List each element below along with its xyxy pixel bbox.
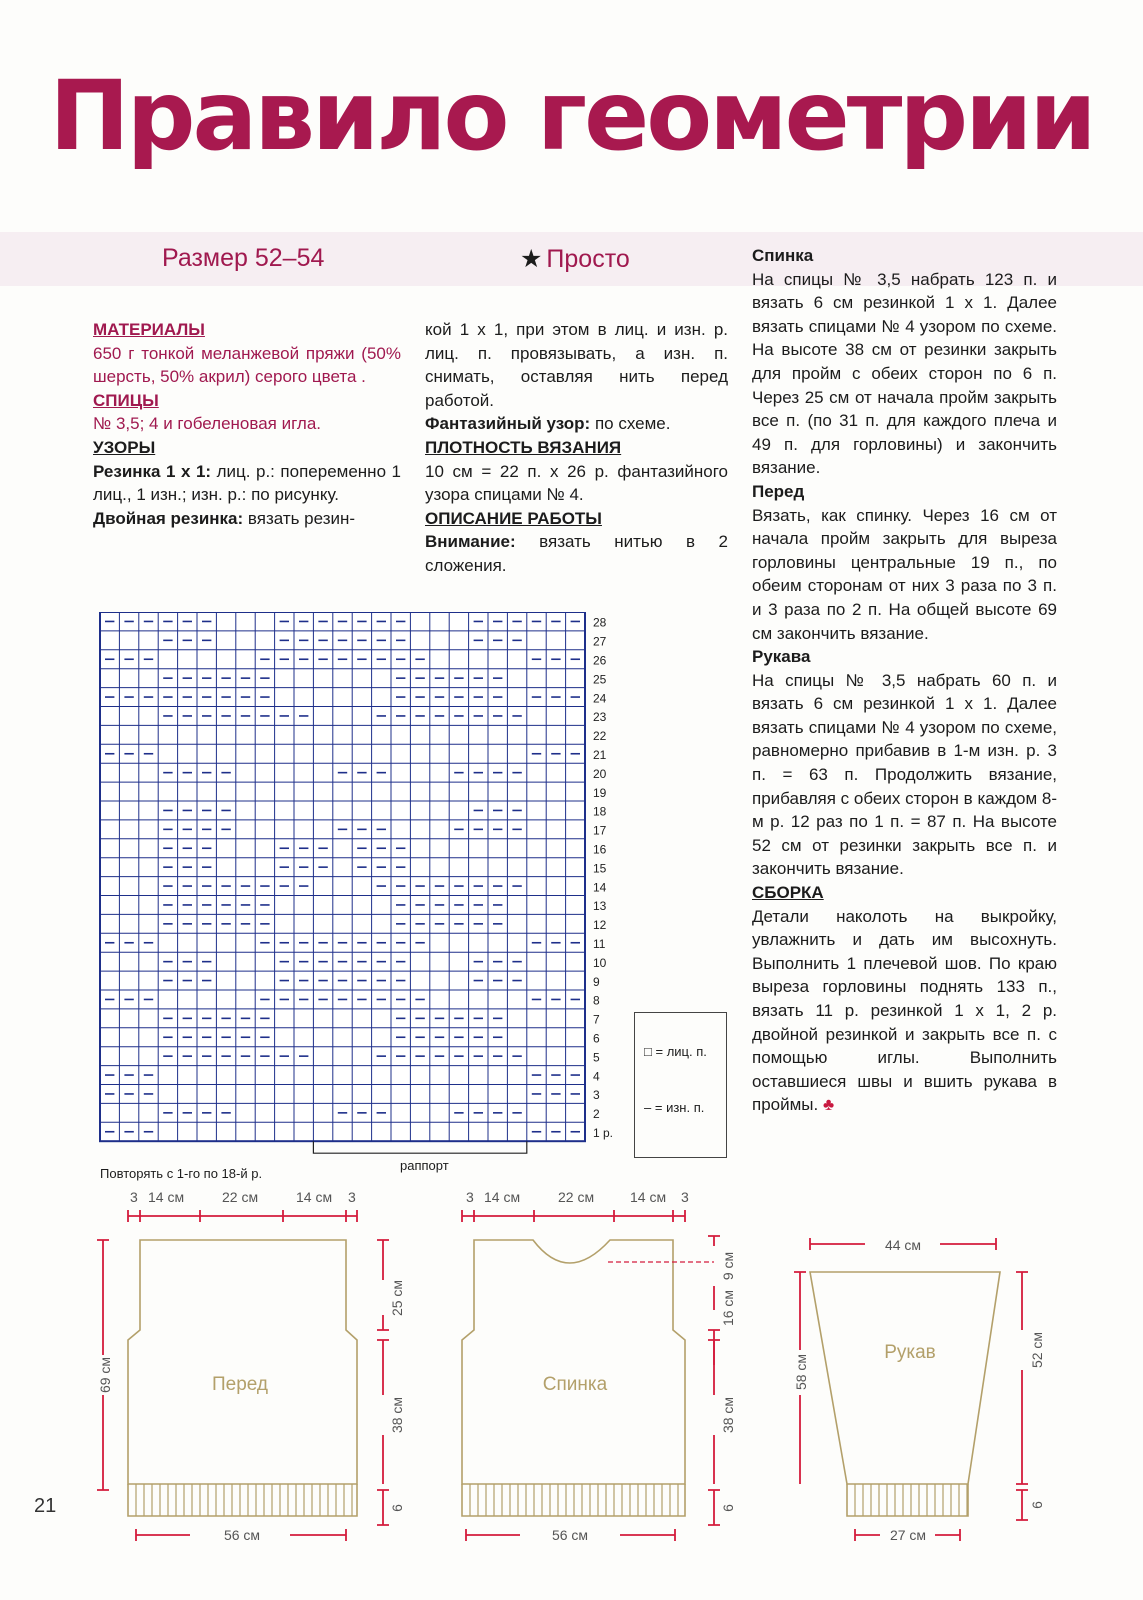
back-rib-label: 6 [720, 1504, 736, 1512]
front-label: Перед [211, 1374, 269, 1395]
back-label: Спинка [542, 1374, 608, 1395]
chart-legend [634, 1012, 727, 1158]
star-icon: ★ [520, 245, 543, 273]
legend-purl [644, 1100, 704, 1115]
patterns-heading: УЗОРЫ [93, 437, 156, 457]
back-neck-label: 9 см [720, 1251, 736, 1281]
double-rib-text: вязать резин- [243, 508, 356, 528]
fancy-pattern-label: Фантазийный узор: [425, 414, 591, 434]
sleeves-text: На спицы № 3,5 набрать 60 п. и вязать 6 см резинкой 1 х 1. Далее вязать спицами № 4 узором по схеме, равномерно прибавив в 1-м изн. р. 3 п. = 63 п. Продолжить вязание, прибавляя с обеих сторон в каждом 8-м р. 12 раз по 1 п. = 87 п. На высоте 52 см от резинки закрыть все п. и закончить вязание. [752, 670, 1057, 879]
double-rib-paragraph [93, 507, 401, 531]
rapport-line [313, 1141, 526, 1153]
sleeves-heading: Рукава [752, 647, 811, 667]
sleeve-left-label: 58 см [793, 1353, 809, 1391]
back-dim-1: 3 [466, 1190, 474, 1205]
sleeve-rib-label: 6 [1029, 1501, 1045, 1509]
fancy-pattern-text: по схеме. [590, 414, 671, 434]
double-rib-continued: кой 1 х 1, при этом в лиц. и изн. р. лиц. п. провязывать, а изн. п. снимать, оставляя нить перед работой. [425, 320, 728, 410]
density-text: 10 см = 22 п. х 26 р. фантазийного узора спицами № 4. [425, 461, 728, 505]
rib-outline [128, 1484, 357, 1516]
row-label: 2 [593, 1107, 600, 1122]
row-label: 15 [593, 861, 607, 876]
column-density [425, 318, 728, 578]
row-label: 4 [593, 1069, 600, 1084]
fancy-pattern-paragraph [425, 412, 728, 436]
row-label: 18 [593, 804, 607, 819]
row-label: 12 [593, 918, 607, 933]
back-dim-5: 3 [681, 1190, 689, 1205]
difficulty-label [520, 244, 630, 274]
row-label: 20 [593, 766, 607, 781]
knit-symbol-icon: □ [644, 1044, 652, 1059]
front-outline [128, 1240, 357, 1484]
row-label: 22 [593, 729, 607, 744]
front-text: Вязать, как спинку. Через 16 см от начала пройм закрыть для выреза горловины центральные 19 п., по обеим сторонам от них 3 раза по 3 п. и 3 раза по 2 п. На общей высоте 69 см закончить вязание. [752, 505, 1057, 643]
row-label: 13 [593, 899, 607, 914]
row-label: 9 [593, 974, 600, 989]
rapport-bracket [313, 1141, 526, 1153]
row-label: 23 [593, 710, 607, 725]
rib-bands [128, 1484, 968, 1516]
front-height-label: 69 см [97, 1356, 113, 1394]
front-dim-2: 14 см [148, 1190, 185, 1205]
row-label: 24 [593, 691, 607, 706]
sleeve-top-label: 44 см [884, 1237, 922, 1253]
row-label: 7 [593, 1012, 600, 1027]
page-title: Правило геометрии [49, 60, 1094, 172]
row-label: 14 [593, 880, 607, 895]
chart-caption: Повторять с 1-го по 18-й р. [100, 1166, 263, 1181]
front-dim-3: 22 см [222, 1190, 259, 1205]
row-label: 1 р. [593, 1126, 614, 1141]
back-width-label: 56 см [551, 1527, 589, 1543]
rib-paragraph [93, 460, 401, 507]
legend-purl-text: = изн. п. [654, 1100, 705, 1115]
row-label: 27 [593, 634, 607, 649]
needles-heading: СПИЦЫ [93, 390, 159, 410]
legend-knit [644, 1044, 707, 1059]
row-label: 19 [593, 785, 607, 800]
back-dim-3: 22 см [558, 1190, 595, 1205]
chart-grid [100, 612, 585, 1141]
rib-text: лиц. р.: попеременно 1 лиц., 1 изн.; изн. р.: по рисунку. [93, 461, 401, 505]
row-label: 3 [593, 1088, 600, 1103]
sleeve-right-label: 52 см [1029, 1331, 1045, 1369]
materials-text: 650 г тонкой меланжевой пряжи (50% шерсть, 50% акрил) серого цвета . [93, 343, 401, 387]
row-label: 26 [593, 653, 607, 668]
front-lower-label: 38 см [389, 1396, 405, 1434]
row-label: 17 [593, 823, 607, 838]
column-instructions [752, 244, 1057, 1117]
front-width-label: 56 см [223, 1527, 261, 1543]
row-label: 8 [593, 993, 600, 1008]
sleeve-label: Рукав [884, 1342, 936, 1363]
rib-outline [847, 1484, 968, 1516]
front-heading: Перед [752, 481, 805, 501]
front-rib-label: 6 [389, 1504, 405, 1512]
column-materials [93, 318, 401, 530]
back-lower-label: 38 см [720, 1396, 736, 1434]
attention-paragraph [425, 530, 728, 577]
double-rib-label: Двойная резинка: [93, 508, 244, 528]
purl-symbol-icon: – [644, 1100, 652, 1115]
attention-label: Внимание: [425, 532, 516, 552]
chart-row-labels [593, 616, 613, 1140]
size-label: Размер 52–54 [162, 244, 325, 272]
row-label: 16 [593, 842, 607, 857]
needles-text: № 3,5; 4 и гобеленовая игла. [93, 414, 322, 434]
back-dim-2: 14 см [484, 1190, 521, 1205]
club-suit-icon: ♣ [822, 1095, 835, 1115]
garment-schematics [0, 1190, 1143, 1600]
difficulty-text: Просто [546, 245, 630, 273]
assembly-heading: СБОРКА [752, 883, 824, 903]
front-upper-label: 25 см [389, 1279, 405, 1317]
density-heading: ПЛОТНОСТЬ ВЯЗАНИЯ [425, 437, 622, 457]
attention-text: вязать нитью в 2 сложения. [425, 532, 728, 575]
row-label: 10 [593, 955, 607, 970]
legend-knit-text: = лиц. п. [655, 1044, 707, 1059]
knitting-chart [92, 612, 632, 1172]
assembly-paragraph [752, 905, 1057, 1117]
page-number: 21 [34, 1495, 57, 1517]
rapport-label: раппорт [400, 1158, 449, 1173]
back-heading: Спинка [752, 246, 814, 265]
front-dim-5: 3 [348, 1190, 356, 1205]
row-label: 25 [593, 672, 607, 687]
back-text: На спицы № 3,5 набрать 123 п. и вязать 6 см резинкой 1 х 1. Далее вязать спицами № 4 узором по схеме. На высоте 38 см от резинки закрыть для пройм с обеих сторон по 6 п. Через 25 см от начала пройм закрыть все п. (по 31 п. для каждого плеча и 49 п. для горловины) и закончить вязание. [752, 269, 1057, 478]
sleeve-bottom-label: 27 см [889, 1527, 927, 1543]
back-outline [462, 1240, 685, 1484]
back-upper-label: 16 см [720, 1289, 736, 1327]
assembly-text: Детали наколоть на выкройку, увлажнить и дать им высохнуть. Выполнить 1 плечевой шов. По краю выреза горловины поднять 133 п., вязать 11 р. резинкой 1 х 1, 2 р. двойной резинкой и закрыть все п. с помощью иглы. Выполнить оставшиеся швы и вшить рукава в проймы. [752, 906, 1057, 1115]
back-dim-4: 14 см [630, 1190, 667, 1205]
front-dim-4: 14 см [296, 1190, 333, 1205]
front-dim-1: 3 [130, 1190, 138, 1205]
row-label: 28 [593, 615, 607, 630]
work-heading: ОПИСАНИЕ РАБОТЫ [425, 508, 602, 528]
row-label: 21 [593, 748, 607, 763]
sleeve-outline [810, 1272, 1000, 1484]
row-label: 11 [593, 937, 606, 952]
rib-label: Резинка 1 х 1: [93, 461, 212, 481]
row-label: 5 [593, 1050, 600, 1065]
materials-heading: МАТЕРИАЛЫ [93, 320, 205, 339]
row-label: 6 [593, 1031, 600, 1046]
